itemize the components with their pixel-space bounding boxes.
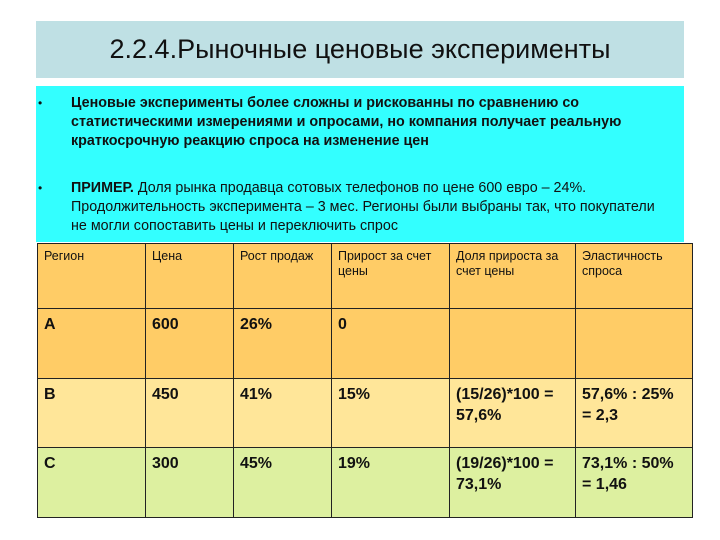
table-row	[38, 378, 693, 448]
example-lead: ПРИМЕР.	[71, 180, 134, 196]
cell-price-growth: 19%	[332, 448, 450, 518]
cell-region: C	[38, 448, 146, 518]
cell-elasticity	[576, 309, 693, 379]
bullet-marker: •	[38, 96, 43, 110]
cell-price-growth: 0	[332, 309, 450, 379]
cell-growth-share: (15/26)*100 = 57,6%	[450, 378, 576, 448]
header-price-growth: Прирост за счет цены	[332, 244, 450, 309]
example-text: Доля рынка продавца сотовых телефонов по цене 600 евро – 24%. Продолжительность эксперимента – 3 мес. Регионы были выбраны так, что покупатели не могли сопоставить цены и переключить спрос	[71, 180, 655, 234]
experiment-table	[37, 243, 693, 518]
bullet-marker: •	[38, 181, 43, 195]
table-row	[38, 448, 693, 518]
header-price: Цена	[146, 244, 234, 309]
cell-sales-growth: 45%	[234, 448, 332, 518]
bullet-box	[36, 86, 684, 242]
header-region: Регион	[38, 244, 146, 309]
cell-price: 450	[146, 378, 234, 448]
title-bar	[36, 21, 684, 78]
cell-region: B	[38, 378, 146, 448]
bullet-text	[71, 179, 656, 236]
cell-sales-growth: 26%	[234, 309, 332, 379]
cell-price: 300	[146, 448, 234, 518]
cell-price: 600	[146, 309, 234, 379]
table-header-row	[38, 244, 693, 309]
table-row	[38, 309, 693, 379]
cell-price-growth: 15%	[332, 378, 450, 448]
header-sales-growth: Рост продаж	[234, 244, 332, 309]
header-elasticity: Эластичность спроса	[576, 244, 693, 309]
slide-title: 2.2.4.Рыночные ценовые эксперименты	[109, 34, 611, 64]
cell-growth-share: (19/26)*100 = 73,1%	[450, 448, 576, 518]
cell-sales-growth: 41%	[234, 378, 332, 448]
cell-region: A	[38, 309, 146, 379]
cell-elasticity: 73,1% : 50% = 1,46	[576, 448, 693, 518]
header-growth-share: Доля прироста за счет цены	[450, 244, 576, 309]
bullet-text: Ценовые эксперименты более сложны и рискованны по сравнению со статистическими измерениями и опросами, но компания получает реальную краткосрочную реакцию спроса на изменение цен	[71, 95, 622, 149]
cell-growth-share	[450, 309, 576, 379]
cell-elasticity: 57,6% : 25% = 2,3	[576, 378, 693, 448]
